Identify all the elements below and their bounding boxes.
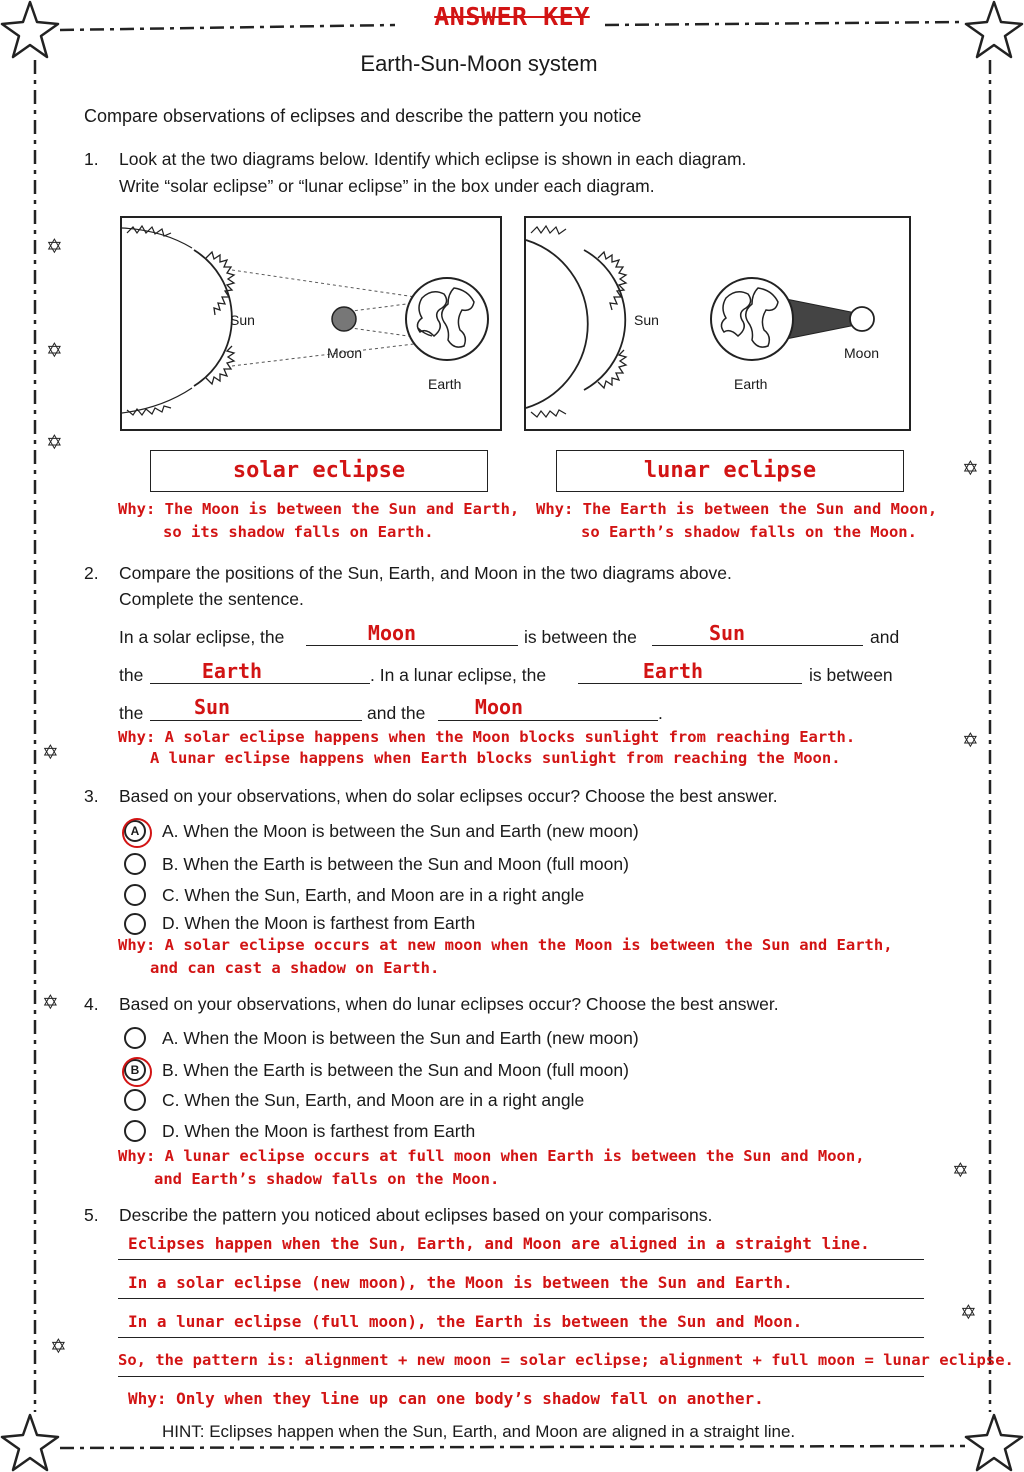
q3-number: 3.	[84, 786, 99, 806]
moon-marker-solar	[332, 307, 356, 331]
side-star-icon: ✡	[50, 1336, 67, 1358]
q3-bubble-b[interactable]	[124, 853, 146, 875]
hint-text: HINT: Eclipses happen when the Sun, Earth, and Moon are aligned in a straight line.	[162, 1422, 796, 1441]
q1-text-line2: Write “solar eclipse” or “lunar eclipse” in the box under each diagram.	[119, 176, 655, 196]
q1-why1-line2: so its shadow falls on Earth.	[163, 523, 434, 541]
q2-sentence-part: is between	[809, 665, 893, 685]
q3-option-c[interactable]: C. When the Sun, Earth, and Moon are in a right angle	[162, 885, 585, 905]
q2-sentence-part: . In a lunar eclipse, the	[370, 665, 547, 685]
q2-blank-5[interactable]	[150, 720, 362, 721]
q2-blank-3-answer: Earth	[201, 659, 263, 683]
q4-bubble-d[interactable]	[124, 1120, 146, 1142]
q5-rule-4[interactable]	[118, 1376, 924, 1377]
q4-bubble-a[interactable]	[124, 1027, 146, 1049]
earth-globe-lunar	[711, 278, 793, 360]
q5-question: Describe the pattern you noticed about eclipses based on your comparisons.	[119, 1205, 713, 1225]
diagram-solar-eclipse	[120, 216, 502, 431]
q3-bubble-c[interactable]	[124, 884, 146, 906]
diagram1-moon-label: Moon	[327, 345, 363, 361]
side-star-icon: ✡	[46, 432, 63, 454]
q2-text-line2: Complete the sentence.	[119, 589, 304, 609]
q2-sentence-part: and the	[367, 703, 426, 723]
side-star-icon: ✡	[962, 730, 979, 752]
q4-option-c[interactable]: C. When the Sun, Earth, and Moon are in a right angle	[162, 1090, 585, 1110]
q5-rule-1[interactable]	[118, 1259, 924, 1260]
q5-answer-line1: Eclipses happen when the Sun, Earth, and Moon are aligned in a straight line.	[128, 1234, 870, 1253]
q3-why-line1: Why: A solar eclipse occurs at new moon when the Moon is between the Sun and Earth,	[118, 936, 893, 954]
diagram2-earth-label: Earth	[734, 376, 768, 392]
earth-globe-solar	[406, 278, 488, 360]
q2-blank-1[interactable]	[306, 645, 518, 646]
q2-blank-2-answer: Sun	[708, 621, 746, 645]
q3-why-line2: and can cast a shadow on Earth.	[150, 959, 440, 977]
q2-why-line1: Why: A solar eclipse happens when the Moon blocks sunlight from reaching Earth.	[118, 728, 856, 746]
q2-blank-4-answer: Earth	[642, 659, 704, 683]
corner-star-bl	[2, 1415, 58, 1470]
q5-answer-line4: So, the pattern is: alignment + new moon = solar eclipse; alignment + full moon = lunar eclipse.	[118, 1351, 1014, 1369]
q3-option-a[interactable]: A. When the Moon is between the Sun and Earth (new moon)	[162, 821, 639, 841]
side-star-icon: ✡	[42, 992, 59, 1014]
q2-why-line2: A lunar eclipse happens when Earth blocks sunlight from reaching the Moon.	[150, 749, 841, 767]
q3-option-b[interactable]: B. When the Earth is between the Sun and Moon (full moon)	[162, 854, 629, 874]
q3-bubble-d[interactable]	[124, 913, 146, 935]
q5-number: 5.	[84, 1205, 99, 1225]
q4-option-a[interactable]: A. When the Moon is between the Sun and Earth (new moon)	[162, 1028, 639, 1048]
q2-number: 2.	[84, 563, 99, 583]
side-star-icon: ✡	[952, 1160, 969, 1182]
q2-blank-2[interactable]	[652, 645, 863, 646]
answer-box-diagram1[interactable]: solar eclipse	[150, 450, 488, 492]
q2-blank-1-answer: Moon	[367, 621, 417, 645]
q2-sentence-part: the	[119, 703, 144, 723]
side-star-icon: ✡	[46, 236, 63, 258]
side-star-icon: ✡	[46, 340, 63, 362]
q2-sentence-part: and	[870, 627, 900, 647]
intro-text: Compare observations of eclipses and describe the pattern you notice	[84, 106, 642, 126]
q2-sentence-part: .	[658, 703, 663, 723]
q4-why-line1: Why: A lunar eclipse occurs at full moon when Earth is between the Sun and Moon,	[118, 1147, 865, 1165]
q4-option-d[interactable]: D. When the Moon is farthest from Earth	[162, 1121, 476, 1141]
q1-text-line1: Look at the two diagrams below. Identify which eclipse is shown in each diagram.	[119, 149, 747, 169]
q2-blank-6[interactable]	[438, 720, 658, 721]
side-star-icon: ✡	[960, 1302, 977, 1324]
side-star-icon: ✡	[962, 458, 979, 480]
q2-sentence-part: In a solar eclipse, the	[119, 627, 285, 647]
q2-blank-5-answer: Sun	[193, 695, 231, 719]
q1-why1-line1: Why: The Moon is between the Sun and Earth,	[118, 500, 520, 518]
q1-number: 1.	[84, 149, 99, 169]
diagram-lunar-eclipse	[524, 216, 911, 431]
q3-question: Based on your observations, when do solar eclipses occur? Choose the best answer.	[119, 786, 778, 806]
q1-why2-line1: Why: The Earth is between the Sun and Moon,	[536, 500, 938, 518]
side-star-icon: ✡	[42, 742, 59, 764]
q2-sentence-part: is between the	[524, 627, 637, 647]
q5-rule-3[interactable]	[118, 1337, 924, 1338]
q1-why2-line2: so Earth’s shadow falls on the Moon.	[581, 523, 917, 541]
answer-box-diagram2[interactable]: lunar eclipse	[556, 450, 904, 492]
q2-blank-3[interactable]	[150, 683, 370, 684]
q5-rule-2[interactable]	[118, 1298, 924, 1299]
q2-text-line1: Compare the positions of the Sun, Earth, and Moon in the two diagrams above.	[119, 563, 732, 583]
q4-question: Based on your observations, when do lunar eclipses occur? Choose the best answer.	[119, 994, 779, 1014]
q4-number: 4.	[84, 994, 99, 1014]
q5-answer-line3: In a lunar eclipse (full moon), the Earth is between the Sun and Moon.	[128, 1312, 803, 1331]
q4-why-line2: and Earth’s shadow falls on the Moon.	[154, 1170, 500, 1188]
q4-bubble-b[interactable]: B	[124, 1059, 146, 1081]
q3-bubble-a[interactable]: A	[124, 820, 146, 842]
answer-key-label: ANSWER KEY	[434, 2, 590, 31]
corner-star-br	[966, 1415, 1022, 1470]
page-title: Earth-Sun-Moon system	[360, 51, 598, 76]
q2-blank-6-answer: Moon	[474, 695, 524, 719]
q3-option-d[interactable]: D. When the Moon is farthest from Earth	[162, 913, 476, 933]
q4-option-b[interactable]: B. When the Earth is between the Sun and Moon (full moon)	[162, 1060, 629, 1080]
q5-answer-line5: Why: Only when they line up can one body’s shadow fall on another.	[128, 1389, 764, 1408]
diagram2-sun-label: Sun	[634, 312, 659, 328]
q5-answer-line2: In a solar eclipse (new moon), the Moon is between the Sun and Earth.	[128, 1273, 793, 1292]
q4-bubble-c[interactable]	[124, 1089, 146, 1111]
q2-blank-4[interactable]	[578, 683, 802, 684]
diagram1-earth-label: Earth	[428, 376, 462, 392]
diagram1-sun-label: Sun	[230, 312, 255, 328]
q2-sentence-part: the	[119, 665, 144, 685]
moon-marker-lunar	[850, 307, 874, 331]
diagram2-moon-label: Moon	[844, 345, 880, 361]
